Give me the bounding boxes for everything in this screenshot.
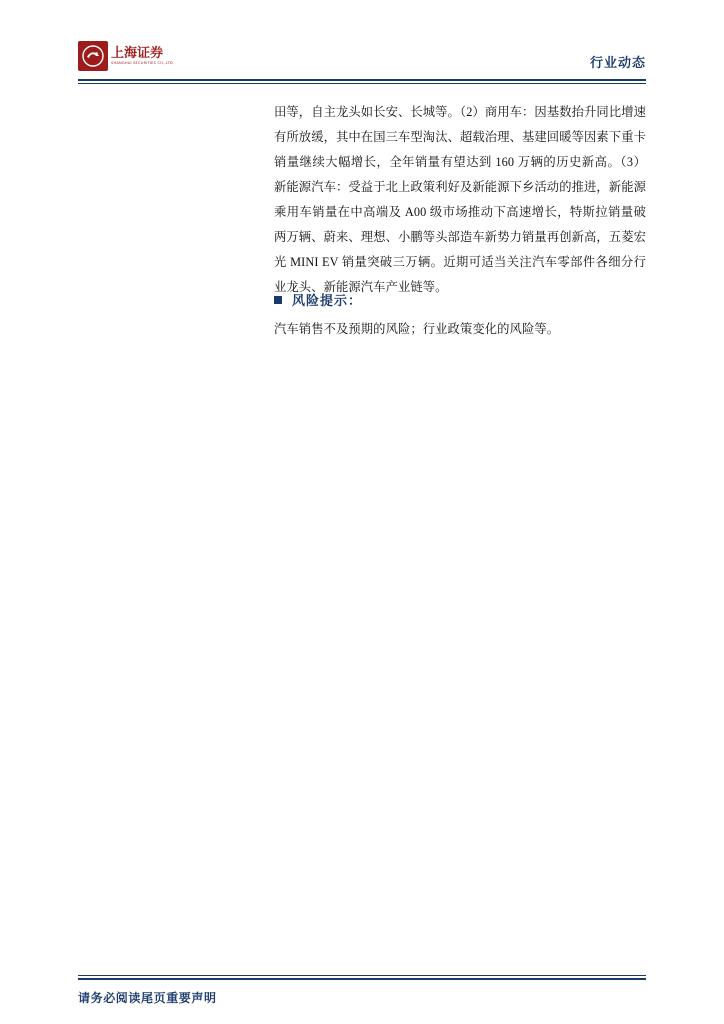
- footer-divider-thick: [78, 978, 646, 980]
- header-divider-thin: [78, 83, 646, 84]
- header-title: 行业动态: [589, 56, 646, 71]
- square-bullet-icon: [274, 296, 282, 304]
- company-logo: [78, 38, 173, 74]
- main-content: [274, 88, 646, 313]
- logo-company-name-cn: 上海证券: [111, 45, 164, 61]
- footer-divider-thin: [78, 975, 646, 976]
- page-header: [78, 38, 646, 80]
- shield-logo-icon: [78, 41, 108, 71]
- risk-heading-label: 风险提示：: [292, 294, 363, 309]
- logo-company-name-en: SHANGHAI SECURITIES CO.,LTD: [111, 60, 173, 65]
- header-divider-thick: [78, 79, 646, 81]
- risk-section-heading: [274, 290, 646, 309]
- risk-section-body: 汽车销售不及预期的风险；行业政策变化的风险等。: [274, 322, 560, 336]
- body-paragraph: 田等，自主龙头如长安、长城等。（2）商用车：因基数抬升同比增速有所放缓，其中在国三车型淘汰、超载治理、基建回暖等因素下重卡销量继续大幅增长，全年销量有望达到 160 万辆的历史新高。（3）新能源汽车：受益于北上政策利好及新能源下乡活动的推进，新能源乘用车销量在中高端及 A00 级市场推动下高速增长，特斯拉销量破两万辆、蔚来、理想、小鹏等头部造车新势力销量再创新高，五菱宏光 MINI EV 销量突破三万辆。近期可适当关注汽车零部件各细分行业龙头、新能源汽车产业链等。: [274, 105, 647, 295]
- footer-notice: 请务必阅读尾页重要声明: [78, 991, 217, 1005]
- logo-text-block: [111, 47, 173, 66]
- risk-disclosure-section: [274, 290, 646, 341]
